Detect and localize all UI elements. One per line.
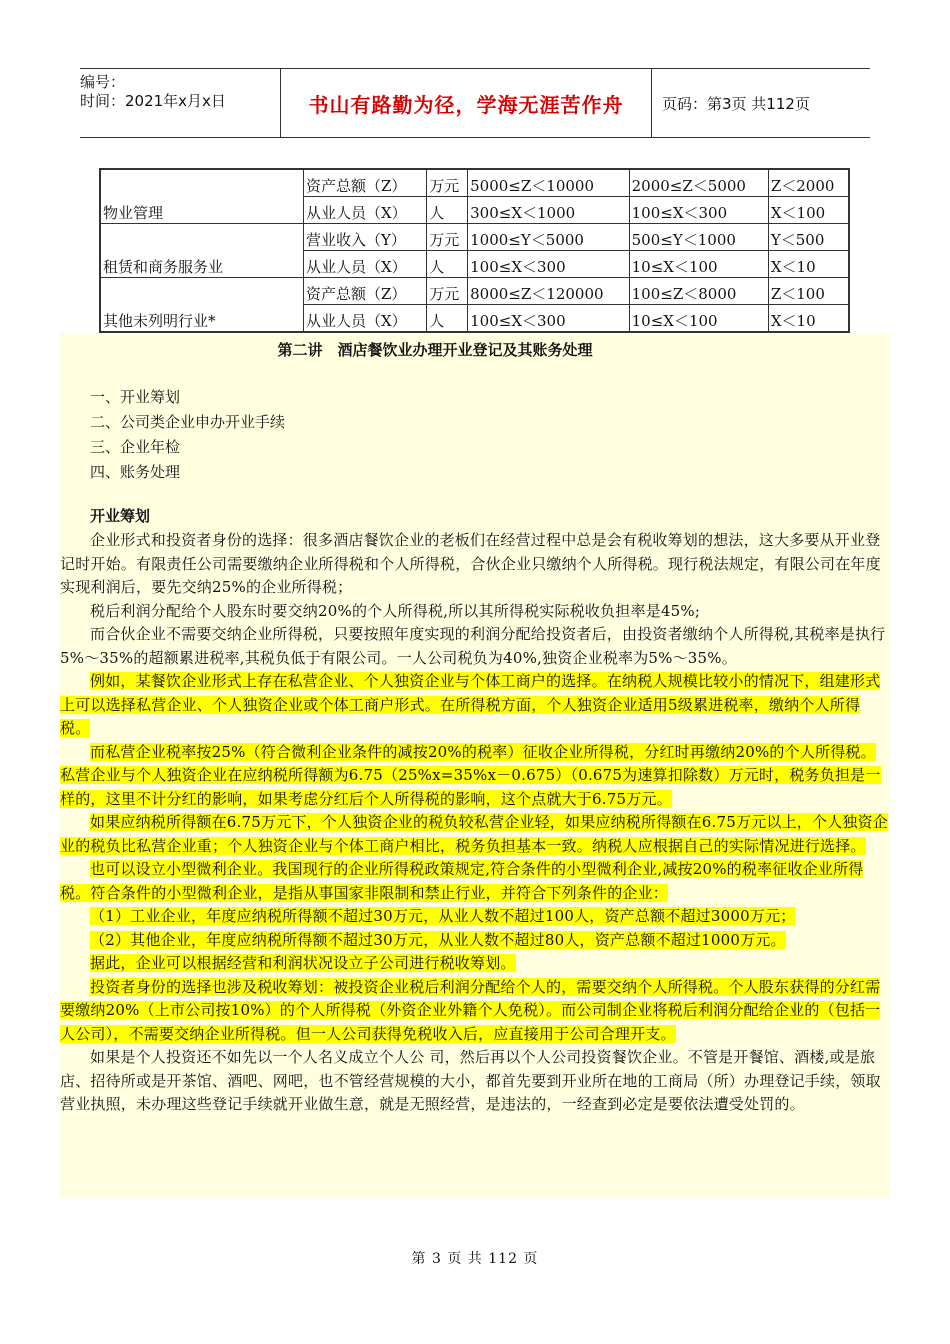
table-row bbox=[100, 251, 849, 278]
outline-item: 一、开业筹划 bbox=[90, 388, 181, 406]
table-cell-medium: 100≤X＜300 bbox=[629, 197, 768, 224]
paragraph: 企业形式和投资者身份的选择：很多酒店餐饮企业的老板们在经营过程中总是会有税收筹划的想法，这大多要从开业登记时开始。有限责任公司需要缴纳企业所得税和个人所得税，合伙企业只缴纳个人所得税。现行税法规定，有限公司在年度实现利润后，要先交纳25%的企业所得税； bbox=[60, 531, 881, 596]
page-footer: 第 3 页 共 112 页 bbox=[411, 1251, 539, 1267]
table-cell-indicator: 营业收入（Y） bbox=[304, 224, 427, 251]
table-cell-small: Z＜100 bbox=[768, 278, 849, 305]
table-cell-large: 100≤X＜300 bbox=[468, 251, 630, 278]
outline-item: 二、公司类企业申办开业手续 bbox=[90, 413, 286, 431]
section-subhead: 开业筹划 bbox=[90, 507, 151, 525]
outline-item: 三、企业年检 bbox=[90, 438, 181, 456]
table-cell-unit: 人 bbox=[427, 197, 468, 224]
table-cell-unit: 万元 bbox=[427, 224, 468, 251]
paragraph-highlighted: 投资者身份的选择也涉及税收筹划：被投资企业税后利润分配给个人的，需要交纳个人所得税。个人股东获得的分红需要缴纳20%（上市公司按10%）的个人所得税（外资企业外籍个人免税）。而公司制企业将税后利润分配给企业的（包括一人公司），不需要交纳企业所得税。但一人公司获得免税收入后，应直接用于公司合理开支。 bbox=[60, 977, 881, 1043]
lecture-title: 第二讲 酒店餐饮业办理开业登记及其账务处理 bbox=[277, 341, 593, 359]
body-text bbox=[60, 529, 890, 1117]
header-page-number: 页码：第3页 共112页 bbox=[662, 94, 810, 113]
table-row bbox=[100, 169, 849, 197]
paragraph-highlighted: 而私营企业税率按25%（符合微利企业条件的减按20%的税率）征收企业所得税，分红时再缴纳20%的个人所得税。私营企业与个人独资企业在应纳税所得额为6.75（25%x=35%x－0.675）（0.675为速算扣除数）万元时，税务负担是一样的，这里不计分红的影响，如果考虑分红后个人所得税的影响，这个点就大于6.75万元。 bbox=[60, 742, 881, 808]
table-cell-industry: 其他未列明行业* bbox=[100, 305, 304, 333]
table-row bbox=[100, 224, 849, 251]
table-cell-medium: 2000≤Z＜5000 bbox=[629, 169, 768, 197]
table-cell-indicator: 从业人员（X） bbox=[304, 197, 427, 224]
table-cell-large: 100≤X＜300 bbox=[468, 305, 630, 333]
table-cell-large: 5000≤Z＜10000 bbox=[468, 169, 630, 197]
table-cell-unit: 人 bbox=[427, 251, 468, 278]
table-cell-small: X＜100 bbox=[768, 197, 849, 224]
table-cell-industry bbox=[100, 224, 304, 251]
enterprise-size-table bbox=[99, 168, 850, 333]
table-cell-medium: 100≤Z＜8000 bbox=[629, 278, 768, 305]
page-header bbox=[80, 68, 870, 138]
paragraph-highlighted: 据此，企业可以根据经营和利润状况设立子公司进行税收筹划。 bbox=[90, 954, 516, 972]
table-cell-large: 8000≤Z＜120000 bbox=[468, 278, 630, 305]
table-cell-medium: 500≤Y＜1000 bbox=[629, 224, 768, 251]
header-meta bbox=[80, 69, 280, 137]
table-cell-indicator: 资产总额（Z） bbox=[304, 278, 427, 305]
table-row bbox=[100, 278, 849, 305]
paragraph: 如果是个人投资还不如先以一个人名义成立个人公 司，然后再以个人公司投资餐饮企业。不管是开餐馆、酒楼,或是旅店、招待所或是开茶馆、酒吧、网吧，也不管经营规模的大小，都首先要到开业所在地的工商局（所）办理登记手续，领取营业执照，未办理这些登记手续就开业做生意，就是无照经营，是违法的，一经查到必定是要依法遭受处罚的。 bbox=[60, 1048, 881, 1113]
paragraph: 而合伙企业不需要交纳企业所得税，只要按照年度实现的利润分配给投资者后，由投资者缴纳个人所得税,其税率是执行5%～35%的超额累进税率,其税负低于有限公司。一人公司税负为40%,独资企业税率为5%～35%。 bbox=[60, 625, 886, 667]
table-cell-industry: 租赁和商务服务业 bbox=[100, 251, 304, 278]
table-cell-large: 300≤X＜1000 bbox=[468, 197, 630, 224]
outline-item: 四、账务处理 bbox=[90, 463, 181, 481]
table-cell-indicator: 资产总额（Z） bbox=[304, 169, 427, 197]
table-row bbox=[100, 197, 849, 224]
table-cell-small: X＜10 bbox=[768, 305, 849, 333]
paragraph-highlighted: 也可以设立小型微利企业。我国现行的企业所得税政策规定,符合条件的小型微利企业,减按20%的税率征收企业所得税。符合条件的小型微利企业，是指从事国家非限制和禁止行业，并符合下列条件的企业： bbox=[60, 860, 864, 902]
table-cell-small: X＜10 bbox=[768, 251, 849, 278]
table-cell-small: Z＜2000 bbox=[768, 169, 849, 197]
table-cell-industry: 物业管理 bbox=[100, 197, 304, 224]
header-motto: 书山有路勤为径，学海无涯苦作舟 bbox=[280, 69, 652, 137]
table-row bbox=[100, 305, 849, 333]
lecture-outline bbox=[90, 385, 285, 485]
doc-date: 时间：2021年x月x日 bbox=[80, 92, 226, 110]
paragraph-highlighted: （2）其他企业，年度应纳税所得额不超过30万元，从业人数不超过80人，资产总额不超过1000万元。 bbox=[90, 930, 786, 949]
lecture-content bbox=[60, 333, 890, 1197]
doc-number: 编号： bbox=[80, 73, 126, 91]
table-cell-industry bbox=[100, 278, 304, 305]
paragraph-highlighted: 例如，某餐饮企业形式上存在私营企业、个人独资企业与个体工商户的选择。在纳税人规模比较小的情况下，组建形式上可以选择私营企业、个人独资企业或个体工商户形式。在所得税方面，个人独资企业适用5级累进税率，缴纳个人所得税。 bbox=[60, 672, 881, 737]
table-cell-indicator: 从业人员（X） bbox=[304, 305, 427, 333]
table-cell-unit: 万元 bbox=[427, 278, 468, 305]
table-cell-medium: 10≤X＜100 bbox=[629, 251, 768, 278]
table-cell-small: Y＜500 bbox=[768, 224, 849, 251]
table-cell-unit: 人 bbox=[427, 305, 468, 333]
table-cell-large: 1000≤Y＜5000 bbox=[468, 224, 630, 251]
paragraph: 税后利润分配给个人股东时要交纳20%的个人所得税,所以其所得税实际税收负担率是45%; bbox=[90, 601, 701, 620]
table-cell-industry bbox=[100, 169, 304, 197]
paragraph-highlighted: （1）工业企业，年度应纳税所得额不超过30万元，从业人数不超过100人，资产总额不超过3000万元； bbox=[90, 907, 796, 925]
paragraph-highlighted: 如果应纳税所得额在6.75万元下，个人独资企业的税负较私营企业轻，如果应纳税所得额在6.75万元以上，个人独资企业的税负比私营企业重；个人独资企业与个体工商户相比，税务负担基本一致。纳税人应根据自己的实际情况进行选择。 bbox=[60, 813, 889, 855]
table-cell-unit: 万元 bbox=[427, 169, 468, 197]
table-cell-indicator: 从业人员（X） bbox=[304, 251, 427, 278]
table-cell-medium: 10≤X＜100 bbox=[629, 305, 768, 333]
